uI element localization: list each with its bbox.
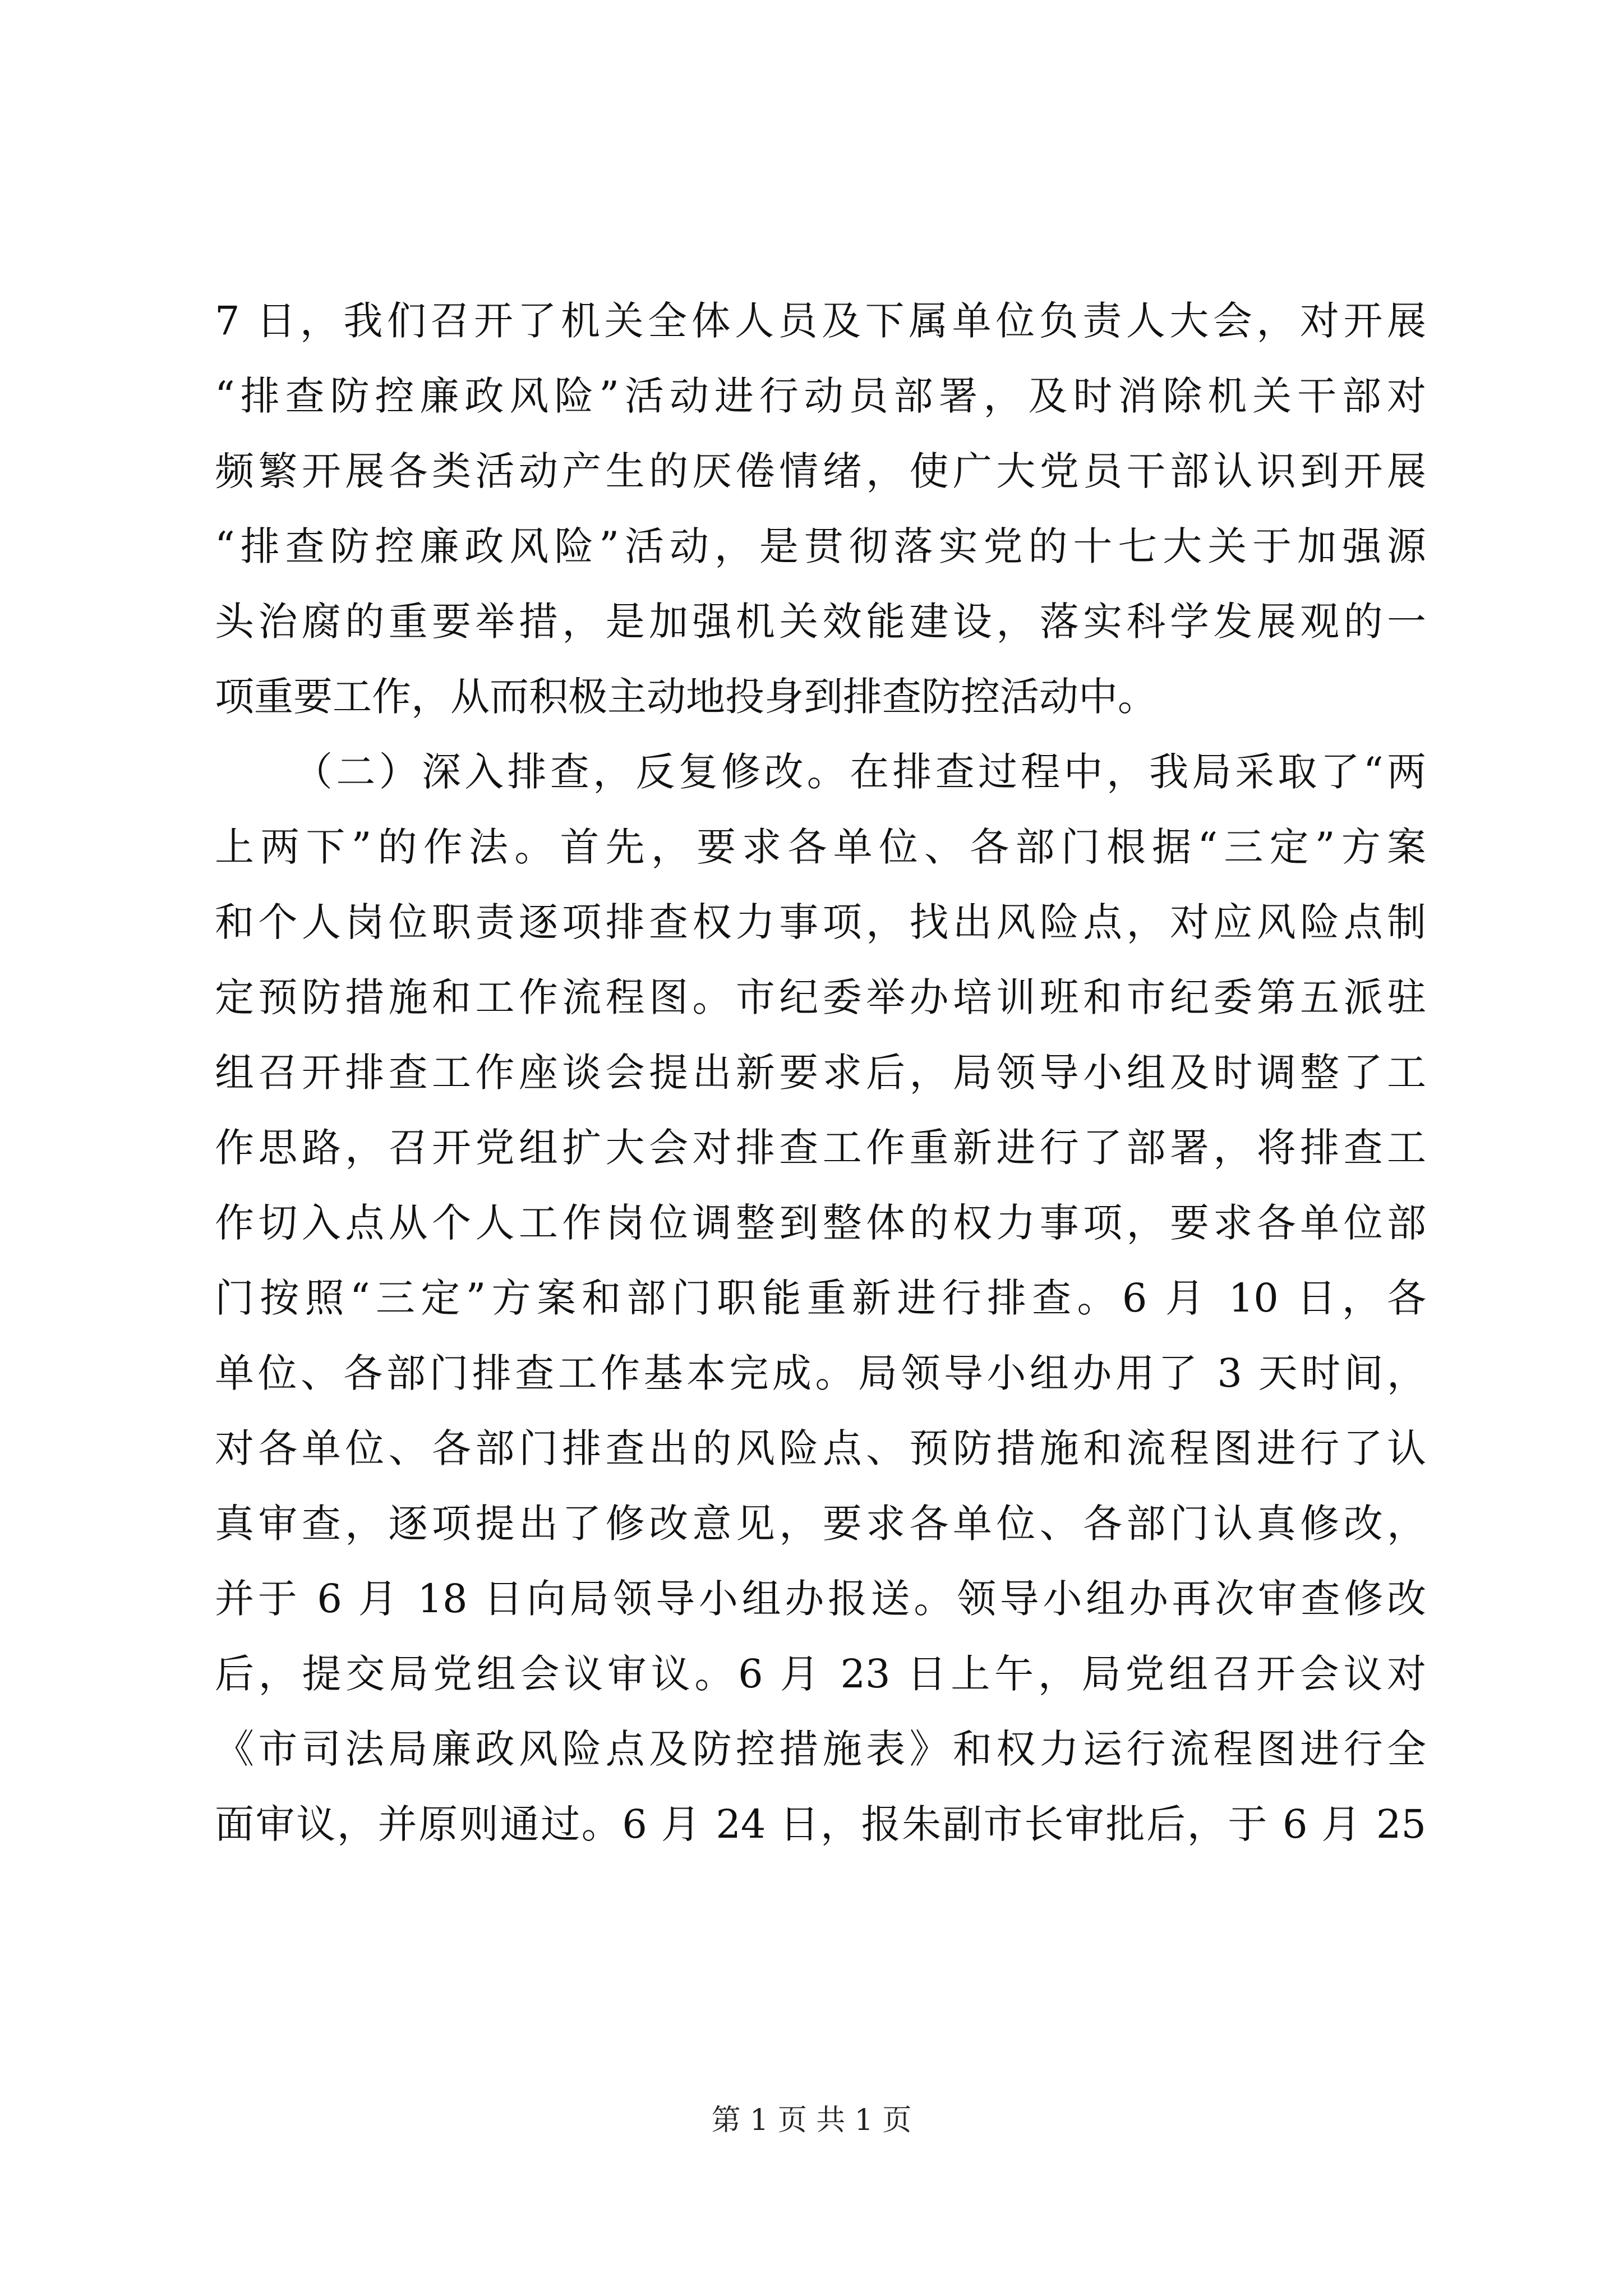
text-line: 面审议，并原则通过。6 月 24 日，报朱副市长审批后，于 6 月 25 — [215, 1801, 1426, 1847]
text-line: 定预防措施和工作流程图。市纪委举办培训班和市纪委第五派驻 — [215, 974, 1426, 1020]
text-line: 头治腐的重要举措，是加强机关效能建设，落实科学发展观的一 — [215, 599, 1426, 645]
body-text — [215, 283, 1426, 1862]
page-footer — [0, 2101, 1623, 2140]
page-number-label: 第 1 页 共 1 页 — [711, 2104, 912, 2137]
text-line: 组召开排查工作座谈会提出新要求后，局领导小组及时调整了工 — [215, 1050, 1426, 1096]
text-line: 《市司法局廉政风险点及防控措施表》和权力运行流程图进行全 — [215, 1726, 1426, 1772]
text-line: 门按照“三定”方案和部门职能重新进行排查。6 月 10 日，各 — [215, 1275, 1426, 1321]
text-line: 上两下”的作法。首先，要求各单位、各部门根据“三定”方案 — [215, 824, 1426, 870]
text-line: 对各单位、各部门排查出的风险点、预防措施和流程图进行了认 — [215, 1425, 1426, 1471]
text-line: 单位、各部门排查工作基本完成。局领导小组办用了 3 天时间， — [215, 1350, 1426, 1396]
text-line: 7 日，我们召开了机关全体人员及下属单位负责人大会，对开展 — [215, 298, 1426, 344]
text-line: “排查防控廉政风险”活动进行动员部署，及时消除机关干部对 — [215, 373, 1426, 419]
text-line: 真审查，逐项提出了修改意见，要求各单位、各部门认真修改， — [215, 1501, 1426, 1547]
text-line: 作思路，召开党组扩大会对排查工作重新进行了部署，将排查工 — [215, 1125, 1426, 1171]
text-line: 作切入点从个人工作岗位调整到整体的权力事项，要求各单位部 — [215, 1200, 1426, 1246]
paragraph-start-line: （二）深入排查，反复修改。在排查过程中，我局采取了“两 — [293, 749, 1426, 795]
text-line: 项重要工作，从而积极主动地投身到排查防控活动中。 — [215, 674, 1157, 720]
text-line: 频繁开展各类活动产生的厌倦情绪，使广大党员干部认识到开展 — [215, 448, 1426, 494]
text-line: 和个人岗位职责逐项排查权力事项，找出风险点，对应风险点制 — [215, 899, 1426, 945]
text-line: 并于 6 月 18 日向局领导小组办报送。领导小组办再次审查修改 — [215, 1576, 1426, 1622]
text-line: 后，提交局党组会议审议。6 月 23 日上午，局党组召开会议对 — [215, 1651, 1426, 1697]
text-line: “排查防控廉政风险”活动，是贯彻落实党的十七大关于加强源 — [215, 523, 1426, 569]
